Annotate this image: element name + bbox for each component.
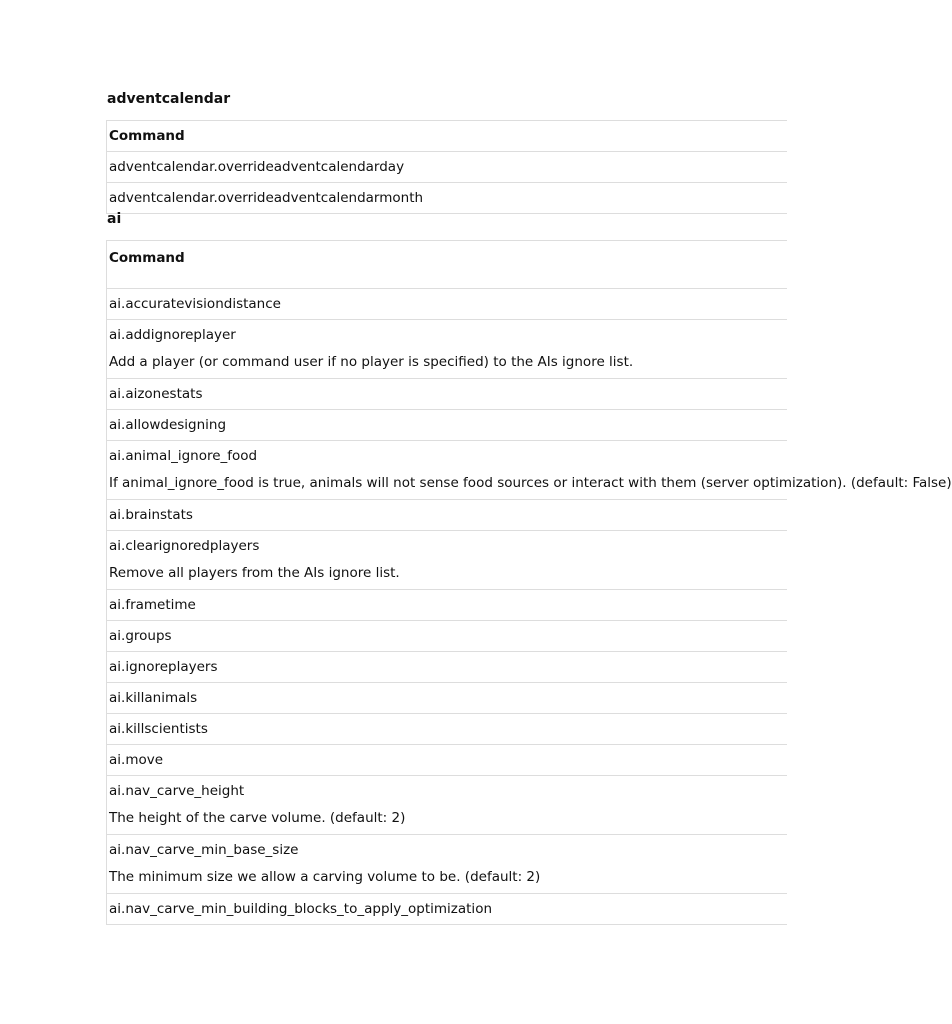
command-description: Add a player (or command user if no player is specified) to the AIs ignore list.: [109, 354, 634, 370]
table-row: [107, 531, 787, 590]
command-description: If animal_ignore_food is true, animals will not sense food sources or interact with them (server optimization). (default: False): [109, 475, 952, 491]
command-name: ai.clearignoredplayers: [109, 538, 260, 554]
table-row: [107, 835, 787, 894]
command-name: ai.nav_carve_height: [109, 783, 245, 799]
section-title-ai: ai: [107, 211, 122, 227]
command-name: ai.ignoreplayers: [109, 659, 218, 675]
table-row: [107, 652, 787, 683]
command-name: ai.frametime: [109, 597, 196, 613]
command-name: ai.nav_carve_min_base_size: [109, 842, 299, 858]
table-adventcalendar: [106, 120, 787, 214]
command-name: ai.animal_ignore_food: [109, 448, 258, 464]
column-header-command: Command: [109, 128, 185, 144]
command-description: The height of the carve volume. (default: 2): [109, 810, 406, 826]
command-name: ai.accuratevisiondistance: [109, 296, 281, 312]
command-name: ai.addignoreplayer: [109, 327, 236, 343]
command-name: ai.aizonestats: [109, 386, 203, 402]
table-row: [107, 500, 787, 531]
section-title-adventcalendar: adventcalendar: [107, 91, 231, 107]
column-header-command: Command: [109, 250, 185, 266]
table-row: [107, 683, 787, 714]
table-row: [107, 379, 787, 410]
table-row: [107, 410, 787, 441]
command-name: ai.nav_carve_min_building_blocks_to_apply_optimization: [109, 901, 493, 917]
table-row: [107, 621, 787, 652]
table-header: [107, 241, 787, 289]
command-name: adventcalendar.overrideadventcalendarmonth: [109, 190, 424, 206]
command-description: Remove all players from the AIs ignore list.: [109, 565, 400, 581]
table-row: [107, 745, 787, 776]
table-row: [107, 441, 952, 500]
command-name: ai.killscientists: [109, 721, 208, 737]
table-row: [107, 776, 787, 835]
command-name: ai.allowdesigning: [109, 417, 227, 433]
table-row: [107, 590, 787, 621]
command-description: The minimum size we allow a carving volume to be. (default: 2): [109, 869, 541, 885]
command-name: ai.killanimals: [109, 690, 198, 706]
command-name: ai.brainstats: [109, 507, 193, 523]
table-row: [107, 894, 787, 925]
table-row: [107, 714, 787, 745]
table-row: [107, 320, 787, 379]
table-header: [107, 121, 787, 152]
command-name: adventcalendar.overrideadventcalendarday: [109, 159, 405, 175]
table-row: [107, 289, 787, 320]
table-ai: [106, 240, 952, 925]
command-name: ai.groups: [109, 628, 172, 644]
table-row: [107, 183, 787, 214]
table-row: [107, 152, 787, 183]
command-name: ai.move: [109, 752, 164, 768]
